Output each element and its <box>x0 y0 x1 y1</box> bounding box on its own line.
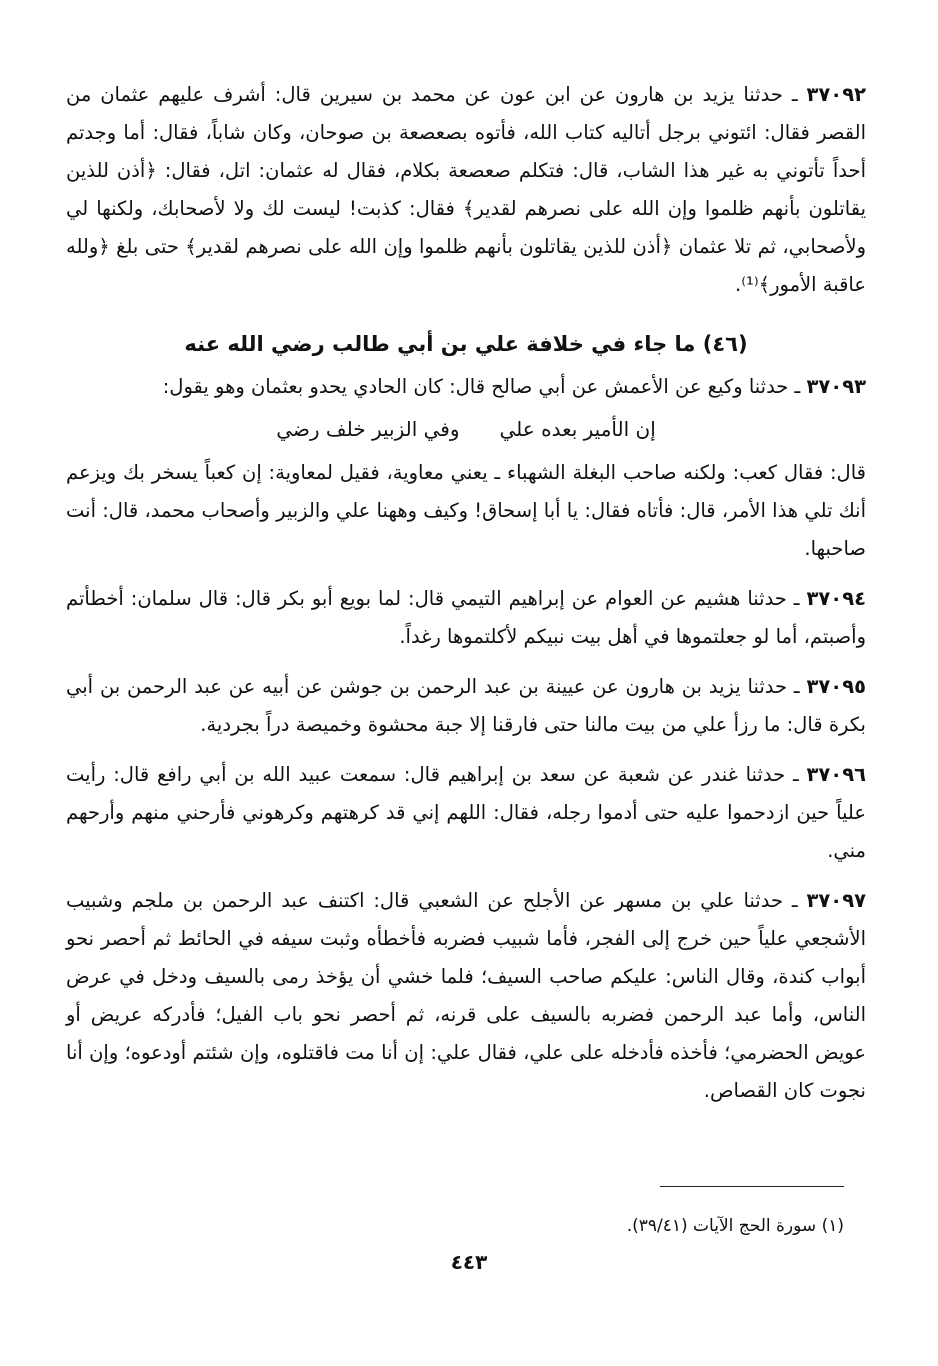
verse-first-hemistich: إن الأمير بعده علي <box>499 417 656 441</box>
poetry-verse <box>66 408 866 450</box>
verse-second-hemistich: وفي الزبير خلف رضي <box>276 417 460 441</box>
hadith-37095 <box>66 668 866 744</box>
hadith-37093-continued <box>66 454 866 568</box>
hadith-text: ـ حدثنا غندر عن شعبة عن سعد بن إبراهيم قال: سمعت عبيد الله بن أبي رافع قال: رأيت علياً حين ازدحموا عليه حتى أدموا رجله، فقال: اللهم إني قد كرهتهم وكرهوني فأرحني منهم وأرحهم مني. <box>66 763 866 862</box>
hadith-number: ٣٧٠٩٧ <box>806 889 866 912</box>
hadith-37092 <box>66 76 866 304</box>
hadith-37094 <box>66 580 866 656</box>
hadith-number: ٣٧٠٩٤ <box>806 587 866 610</box>
hadith-37097 <box>66 882 866 1110</box>
hadith-37096 <box>66 756 866 870</box>
hadith-text: ـ حدثنا يزيد بن هارون عن ابن عون عن محمد بن سيرين قال: أشرف عليهم عثمان من القصر فقال: ائتوني برجل أتاليه كتاب الله، فأتوه بصعصعة بن صوحان، وكان شاباً، فقال: أما وجدتم أحداً تأتوني به غير هذا الشاب، قال: فتكلم صعصعة بكلام، فقال له عثمان: اتل، فقال: ﴿أذن للذين يقاتلون بأنهم ظلموا وإن الله على نصرهم لقدير﴾ فقال: كذبت! ليست لك ولا لأصحابك، ولكنها لي ولأصحابي، ثم تلا عثمان ﴿أذن للذين يقاتلون بأنهم ظلموا وإن الله على نصرهم لقدير﴾ حتى بلغ ﴿ولله عاقبة الأمور﴾⁽¹⁾. <box>66 83 866 296</box>
page-number: ٤٤٣ <box>450 1250 488 1274</box>
footnote-divider <box>660 1186 844 1187</box>
hadith-text: ـ حدثنا يزيد بن هارون عن عيينة بن عبد الرحمن بن جوشن عن أبيه عن عبد الرحمن بن أبي بكرة قال: ما رزأ علي من بيت مالنا حتى فارقنا إلا جبة محشوة وخميصة دراً بجردية. <box>66 675 866 736</box>
section-heading: (٤٦) ما جاء في خلافة علي بن أبي طالب رضي الله عنه <box>184 332 748 356</box>
hadith-number: ٣٧٠٩٥ <box>806 675 866 698</box>
hadith-37093 <box>66 368 866 406</box>
hadith-text: قال: فقال كعب: ولكنه صاحب البغلة الشهباء ـ يعني معاوية، فقيل لمعاوية: إن كعباً يسخر بك ويزعم أنك تلي هذا الأمر، قال: فأتاه فقال: يا أبا إسحاق! وكيف وههنا علي والزبير وأصحاب محمد، قال: أنت صاحبها. <box>66 461 866 560</box>
hadith-text: ـ حدثنا وكيع عن الأعمش عن أبي صالح قال: كان الحادي يحدو بعثمان وهو يقول: <box>162 375 801 398</box>
hadith-number: ٣٧٠٩٢ <box>806 83 866 106</box>
hadith-number: ٣٧٠٩٦ <box>806 763 867 786</box>
hadith-text: ـ حدثنا علي بن مسهر عن الأجلح عن الشعبي قال: اكتنف عبد الرحمن بن ملجم وشبيب الأشجعي علياً حين خرج إلى الفجر، فأما شبيب فضربه فأخطأه وثبت سيفه في الحائط ثم أحصر نحو أبواب كندة، وقال الناس: عليكم صاحب السيف؛ فلما خشي أن يؤخذ رمى بالسيف ودخل في عرض الناس، وأما عبد الرحمن فضربه بالسيف على قرنه، ثم أحصر نحو باب الفيل؛ فأدركه عريض أو عويض الحضرمي؛ فأخذه فأدخله على علي، فقال علي: إن أنا مت فاقتلوه، وإن شئتم أودعوه؛ وإن أنا نجوت كان القصاص. <box>66 889 866 1102</box>
footnote: (١) سورة الحج الآيات (٣٩/٤١). <box>626 1216 844 1236</box>
hadith-number: ٣٧٠٩٣ <box>806 375 866 398</box>
hadith-text: ـ حدثنا هشيم عن العوام عن إبراهيم التيمي قال: لما بويع أبو بكر قال: قال سلمان: أخطأتم وأصبتم، أما لو جعلتموها في أهل بيت نبيكم لأكلتموها رغداً. <box>66 587 866 648</box>
